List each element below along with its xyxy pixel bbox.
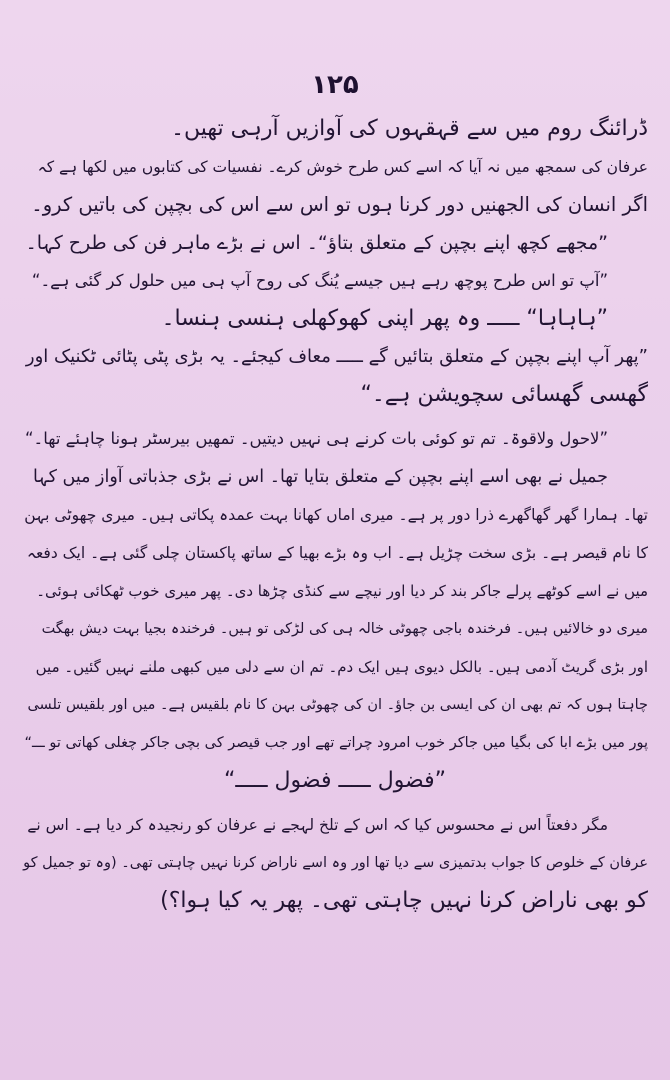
text-line: ”ہاہاہا“ ـــــ وہ پھر اپنی کھوکھلی ہنسی ہنسا۔ [161, 306, 608, 331]
text-line: ”آپ تو اس طرح پوچھ رہے ہیں جیسے یُنگ کی روح آپ ہی میں حلول کر گئی ہے۔“ [31, 271, 608, 290]
page-body [22, 110, 648, 920]
text-line: ”فضول ـــــ فضول ـــــ“ [223, 768, 447, 793]
text-line: اگر انسان کی الجھنیں دور کرنا ہوں تو اس سے اس کی بچپن کی باتیں کرو۔ [31, 193, 648, 216]
text-line: عرفان کے خلوص کا جواب بدتمیزی سے دیا تھا اور وہ اسے ناراض کرنا نہیں چاہتی تھی۔ (وہ تو جمیل کو [23, 855, 648, 871]
text-line: چاہتا ہوں کہ تم بھی ان کی ایسی بن جاؤ۔ ان کی چھوٹی بہن کا نام بلقیس ہے۔ میں اور بلقیس تلسی [27, 697, 648, 713]
text-line: ڈرائنگ روم میں سے قہقہوں کی آوازیں آرہی تھیں۔ [171, 116, 648, 141]
text-line: گھسی گھسائی سچویشن ہے۔“ [360, 382, 648, 407]
text-line: کا نام قیصر ہے۔ بڑی سخت چڑیل ہے۔ اب وہ بڑے بھیا کے ساتھ پاکستان چلی گئی ہے۔ ایک دفعہ [26, 544, 648, 562]
text-line: تھا۔ ہمارا گھر گھاگھرے ذرا دور پر ہے۔ میری اماں کھانا بہت عمدہ پکاتی ہیں۔ میری چھوٹی بہن [24, 506, 648, 524]
page-number: ۱۲۵ [311, 70, 359, 100]
text-line: پور میں بڑے ابا کی بگیا میں جاکر خوب امرود چراتے تھے اور جب قیصر کی بچی جاکر چغلی کھاتی تو ـــ“ [24, 735, 648, 751]
text-line: جمیل نے بھی اسے اپنے بچپن کے متعلق بتایا تھا۔ اس نے بڑی جذباتی آواز میں کہا [33, 467, 608, 487]
text-line: میری دو خالائیں ہیں۔ فرخندہ باجی چھوٹی خالہ ہی کی لڑکی تو ہیں۔ فرخندہ بجیا بہت دیش بھگت [41, 621, 648, 637]
text-line: عرفان کی سمجھ میں نہ آیا کہ اسے کس طرح خوش کرے۔ نفسیات کی کتابوں میں لکھا ہے کہ [37, 158, 648, 176]
text-line: ”پھر آپ اپنے بچپن کے متعلق بتائیں گے ـــــ معاف کیجئے۔ یہ بڑی پٹی پٹائی ٹکنیک اور [25, 346, 648, 367]
text-line: ”لاحول ولاقوۃ۔ تم تو کوئی بات کرنے ہی نہیں دیتیں۔ تمھیں بیرسٹر ہونا چاہئے تھا۔“ [24, 429, 608, 448]
text-line: مگر دفعتاً اس نے محسوس کیا کہ اس کے تلخ لہجے نے عرفان کو رنجیدہ کر دیا ہے۔ اس نے [27, 816, 608, 834]
text-line: کو بھی ناراض کرنا نہیں چاہتی تھی۔ پھر یہ کیا ہوا؟) [160, 888, 648, 913]
text-line: اور بڑی گریٹ آدمی ہیں۔ بالکل دیوی ہیں ایک دم۔ تم ان سے دلی میں کبھی ملنے نہیں گئیں۔ میں [35, 658, 648, 676]
text-line: ”مجھے کچھ اپنے بچپن کے متعلق بتاؤ“۔ اس نے بڑے ماہر فن کی طرح کہا۔ [25, 232, 608, 254]
text-line: میں نے اسے کوٹھے پرلے جاکر بند کر دیا اور نیچے سے کنڈی چڑھا دی۔ پھر میری خوب ٹھکائی ہوئی۔ [36, 582, 648, 600]
